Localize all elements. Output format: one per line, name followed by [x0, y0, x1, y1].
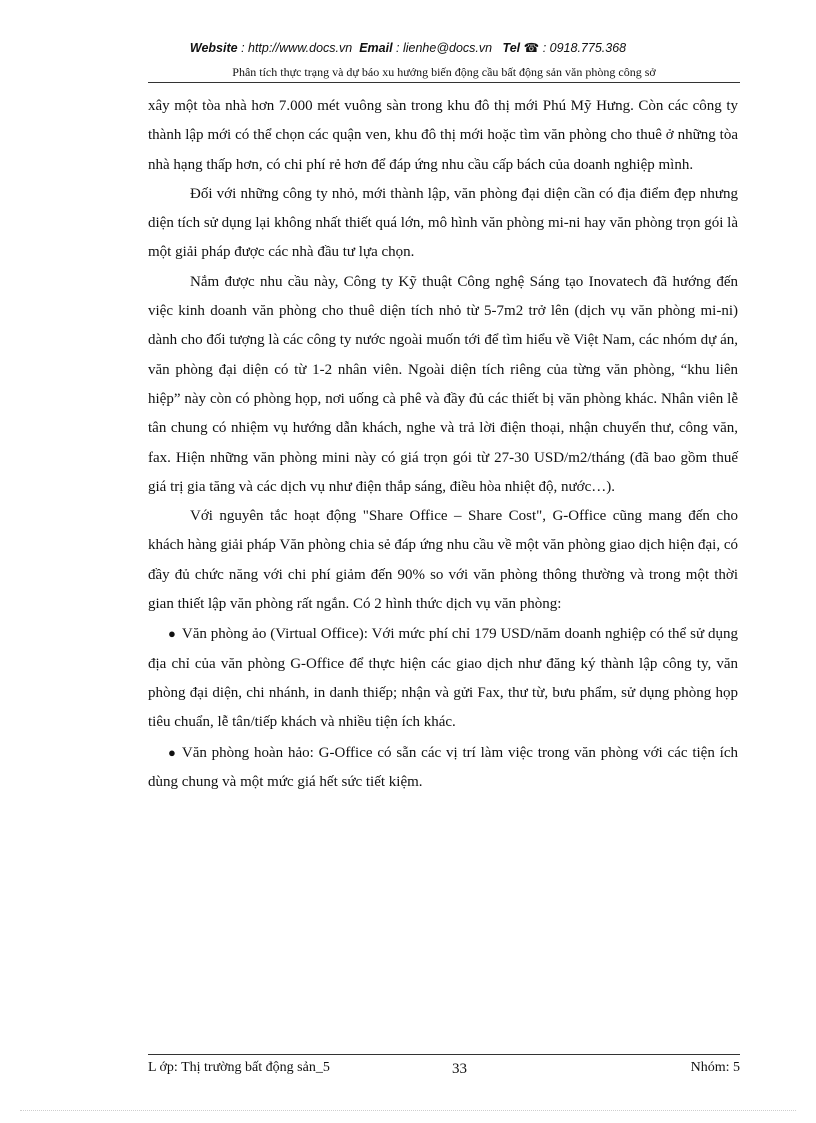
bullet-icon: ● — [168, 744, 176, 760]
paragraph: Với nguyên tắc hoạt động "Share Office – Share Cost", G-Office cũng mang đến cho khách hàng giải pháp Văn phòng chia sẻ đáp ứng nhu cầu về một văn phòng giao dịch hiện đại, có đầy đủ chức năng với chi phí giảm đến 90% so với văn phòng thông thường và trong một thời gian thiết lập văn phòng rất ngắn. Có 2 hình thức dịch vụ văn phòng: — [148, 508, 738, 613]
tel-value: : 0918.775.368 — [542, 41, 627, 55]
page-edge-divider — [20, 1110, 796, 1111]
footer-group-label: Nhóm: 5 — [690, 1060, 740, 1075]
email-label: Email — [359, 41, 393, 55]
bullet-text: Văn phòng hoàn hảo: G-Office có sẵn các vị trí làm việc trong văn phòng với các tiện ích dùng chung và một mức giá hết sức tiết kiệm. — [148, 744, 738, 790]
paragraph: Nắm được nhu cầu này, Công ty Kỹ thuật Công nghệ Sáng tạo Inovatech đã hướng đến việc kinh doanh văn phòng cho thuê diện tích nhỏ từ 5-7m2 trở lên (dịch vụ văn phòng mi-ni) dành cho đối tượng là các công ty nước ngoài muốn tới để tìm hiểu về Việt Nam, các nhóm dự án, văn phòng đại diện có từ 1-2 nhân viên. Ngoài diện tích riêng của từng văn phòng, “khu liên hiệp” này còn có phòng họp, nơi uống cà phê và đầy đủ các thiết bị văn phòng khác. Nhân viên lễ tân chung có nhiệm vụ hướng dẫn khách, nghe và trả lời điện thoại, nhận chuyển thư, công văn, fax. Hiện những văn phòng mini này có giá trọn gói từ 27-30 USD/m2/tháng (đã bao gồm thuế giá trị gia tăng và các dịch vụ như điện thắp sáng, điều hòa nhiệt độ, nước…). — [148, 273, 738, 495]
website-label: Website — [189, 41, 238, 55]
page-footer — [148, 1054, 740, 1081]
page-number: 33 — [452, 1061, 467, 1077]
paragraph: xây một tòa nhà hơn 7.000 mét vuông sàn trong khu đô thị mới Phú Mỹ Hưng. Còn các công ty thành lập mới có thể chọn các quận ven, khu đô thị mới hoặc tìm văn phòng cho thuê ở những tòa nhà hạng thấp hơn, có chi phí rẻ hơn để đáp ứng nhu cầu cấp bách của doanh nghiệp mình. — [148, 98, 738, 173]
email-value: : lienhe@docs.vn — [396, 41, 493, 55]
paragraph: Đối với những công ty nhỏ, mới thành lập, văn phòng đại diện cần có địa điểm đẹp nhưng diện tích sử dụng lại không nhất thiết quá lớn, mô hình văn phòng mi-ni hay văn phòng trọn gói là một giải pháp được các nhà đầu tư lựa chọn. — [148, 185, 738, 261]
bullet-text: Văn phòng ảo (Virtual Office): Với mức phí chỉ 179 USD/năm doanh nghiệp có thể sử dụng địa chỉ của văn phòng G-Office để thực hiện các giao dịch như đăng ký thành lập công ty, văn phòng đại diện, chi nhánh, in danh thiếp; nhận và gửi Fax, thư từ, bưu phẩm, sử dụng phòng họp tiêu chuẩn, lễ tân/tiếp khách và nhiều tiện ích khác. — [148, 626, 738, 731]
document-body — [148, 92, 738, 797]
tel-label: Tel — [502, 41, 521, 55]
website-value: : http://www.docs.vn — [241, 41, 353, 55]
running-header: Phân tích thực trạng và dự báo xu hướng biến động cầu bất động sản văn phòng công sở — [148, 64, 740, 83]
bullet-item — [148, 738, 738, 798]
bullet-item — [148, 619, 738, 737]
phone-icon: ☎ — [523, 41, 540, 55]
footer-class-label: L ớp: Thị trường bất động sản_5 — [148, 1060, 330, 1075]
bullet-icon: ● — [168, 626, 176, 642]
site-watermark — [0, 40, 816, 55]
